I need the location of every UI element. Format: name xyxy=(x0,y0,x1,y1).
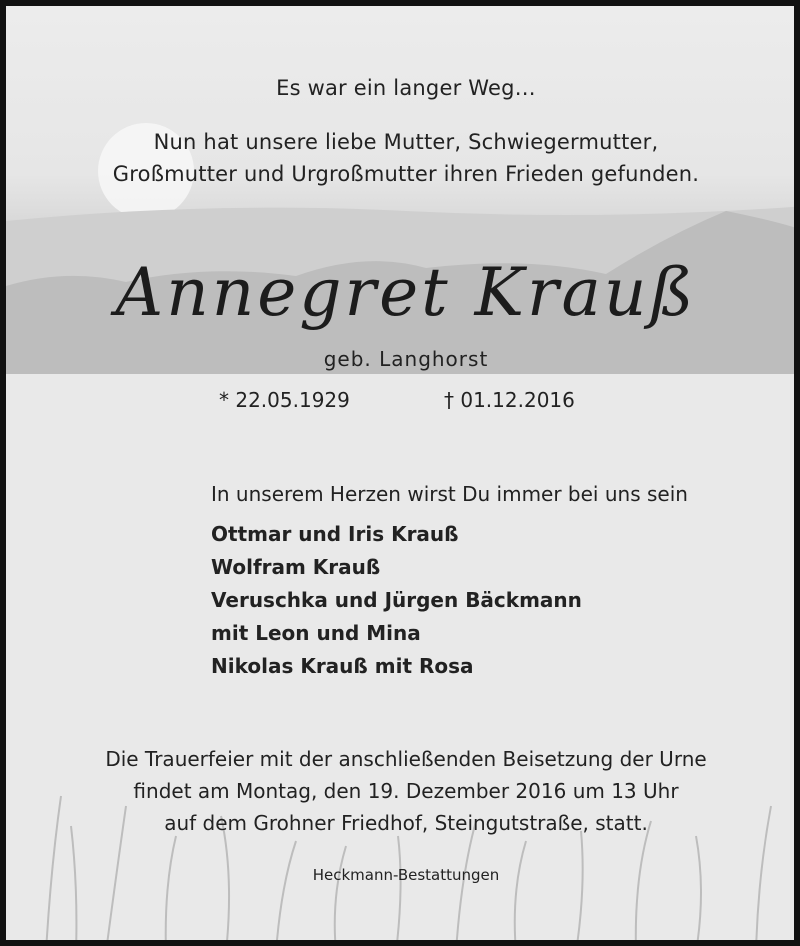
mourner-list xyxy=(211,518,582,683)
death-date: † 01.12.2016 xyxy=(444,388,575,412)
service-line-2: findet am Montag, den 19. Dezember 2016 um 13 Uhr xyxy=(133,779,679,803)
service-line-3: auf dem Grohner Friedhof, Steingutstraße, statt. xyxy=(164,811,648,835)
intro-line-3: Großmutter und Urgroßmutter ihren Frieden gefunden. xyxy=(112,162,700,186)
birth-date: * 22.05.1929 xyxy=(219,388,350,412)
undertaker-name: Heckmann-Bestattungen xyxy=(312,866,500,884)
deceased-name: Annegret Krauß xyxy=(115,254,697,331)
mourner-name: Wolfram Krauß xyxy=(211,555,381,579)
intro-line-2: Nun hat unsere liebe Mutter, Schwiegermutter, xyxy=(153,130,659,154)
intro-line-1: Es war ein langer Weg… xyxy=(276,76,536,100)
birth-name: geb. Langhorst xyxy=(323,347,489,371)
mourner-name: Ottmar und Iris Krauß xyxy=(211,522,459,546)
service-line-1: Die Trauerfeier mit der anschließenden Beisetzung der Urne xyxy=(105,747,707,771)
mourner-name: Veruschka und Jürgen Bäckmann xyxy=(211,588,582,612)
motto: In unserem Herzen wirst Du immer bei uns sein xyxy=(211,482,688,506)
mourner-name: mit Leon und Mina xyxy=(211,621,421,645)
mourner-name: Nikolas Krauß mit Rosa xyxy=(211,654,474,678)
